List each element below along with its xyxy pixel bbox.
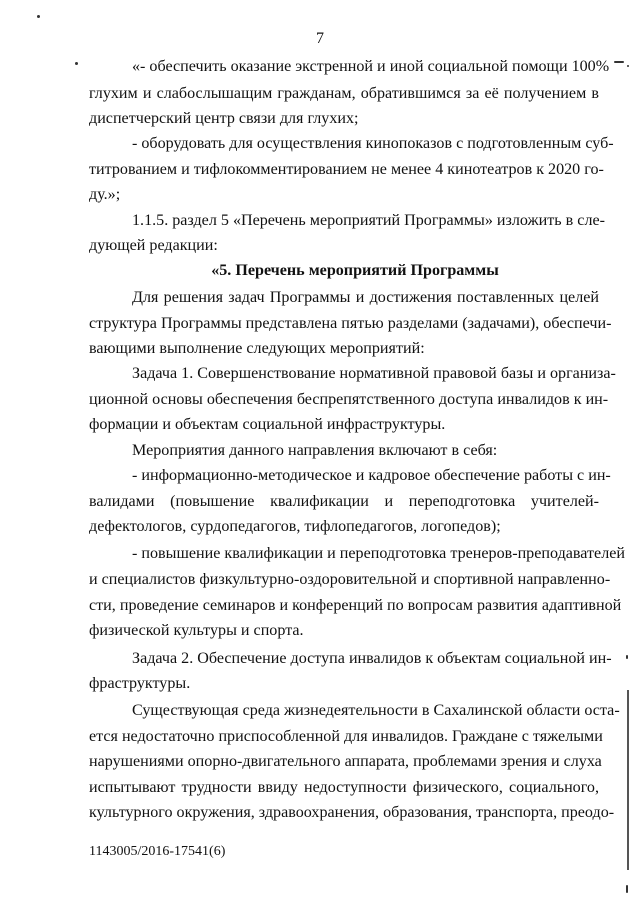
text-line: Задача 1. Совершенствование нормативной правовой базы и организа- [132, 365, 616, 382]
scan-speck [37, 15, 40, 18]
scan-speck [626, 885, 628, 893]
text-line: формации и объектам социальной инфраструктуры. [89, 416, 446, 433]
text-line: глухим и слабослышащим гражданам, обратившимся за её получением в [89, 85, 599, 102]
text-line: «- обеспечить оказание экстренной и иной социальной помощи 100% [132, 58, 610, 75]
text-line: дефектологов, сурдопедагогов, тифлопедагогов, логопедов); [89, 518, 501, 535]
text-line: дующей редакции: [89, 237, 218, 254]
text-line: и специалистов физкультурно-оздоровительной и спортивной направленно- [89, 571, 611, 588]
text-line: культурного окружения, здравоохранения, образования, транспорта, преодо- [89, 804, 615, 821]
text-line: - повышение квалификации и переподготовка тренеров-преподавателей [132, 545, 625, 562]
text-line: - информационно-методическое и кадровое обеспечение работы с ин- [132, 467, 611, 484]
text-line: вающими выполнение следующих мероприятий: [89, 340, 425, 357]
scan-speck [627, 65, 629, 67]
scan-speck [626, 655, 628, 659]
text-line: структура Программы представлена пятью разделами (задачами), обеспечи- [89, 315, 612, 332]
text-line: Задача 2. Обеспечение доступа инвалидов к объектам социальной ин- [132, 650, 612, 667]
scan-speck [614, 61, 624, 63]
text-line: Существующая среда жизнедеятельности в Сахалинской области оста- [132, 702, 620, 719]
text-line: физической культуры и спорта. [89, 622, 304, 639]
text-line: ционной основы обеспечения беспрепятственного доступа инвалидов к ин- [89, 391, 609, 408]
text-line: сти, проведение семинаров и конференций по вопросам развития адаптивной [89, 597, 622, 614]
text-line: ду.»; [89, 186, 121, 203]
text-line: нарушениями опорно-двигательного аппарата, проблемами зрения и слуха [89, 753, 602, 770]
text-line: фраструктуры. [89, 675, 191, 692]
text-line: ется недостаточно приспособленной для инвалидов. Граждане с тяжелыми [89, 728, 603, 745]
scan-speck [75, 62, 78, 65]
document-code: 1143005/2016-17541(6) [89, 844, 226, 859]
text-line: Для решения задач Программы и достижения поставленных целей [132, 289, 599, 306]
page-number: 7 [316, 30, 324, 47]
text-line: - оборудовать для осуществления кинопоказов с подготовленным суб- [132, 135, 614, 152]
text-line: испытывают трудности ввиду недоступности физического, социального, [89, 779, 599, 796]
text-line: Мероприятия данного направления включают в себя: [132, 442, 498, 459]
text-line: 1.1.5. раздел 5 «Перечень мероприятий Программы» изложить в сле- [132, 212, 605, 229]
section-heading: «5. Перечень мероприятий Программы [211, 262, 499, 279]
text-line: диспетчерский центр связи для глухих; [89, 110, 359, 127]
text-line: титрованием и тифлокомментированием не менее 4 кинотеатров к 2020 го- [89, 161, 604, 178]
text-line: валидами (повышение квалификации и переподготовка учителей- [89, 493, 599, 510]
scan-edge-mark [627, 690, 629, 870]
